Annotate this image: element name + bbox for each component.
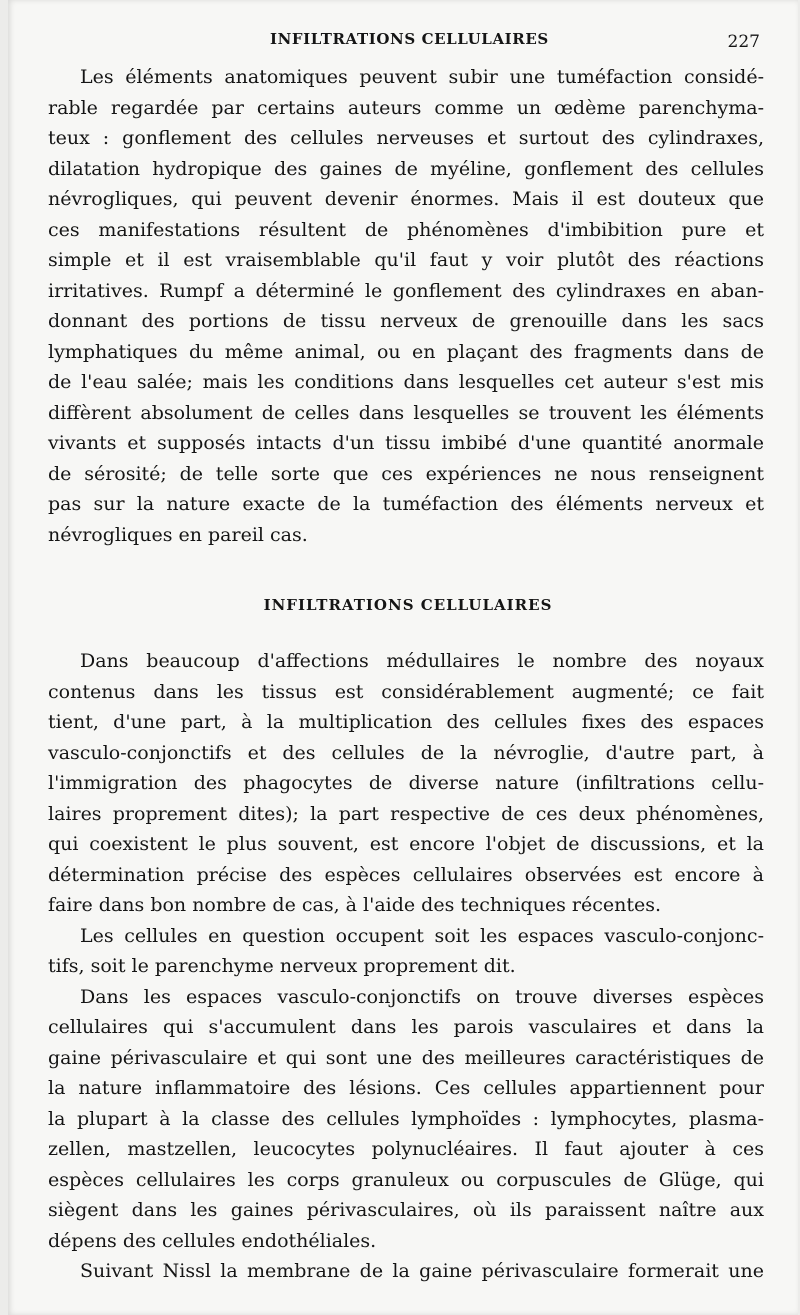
text-line: dilatation hydropique des gaines de myéline, gonflement des cellules xyxy=(48,157,764,180)
text-line: laires proprement dites); la part respective de ces deux phénomènes, xyxy=(48,802,764,825)
text-line: donnant des portions de tissu nerveux de grenouille dans les sacs xyxy=(48,310,764,332)
text-line: Les éléments anatomiques peuvent subir une tuméfaction considé- xyxy=(80,66,764,88)
text-line: vasculo-conjonctifs et des cellules de la névroglie, d'autre part, à xyxy=(48,741,764,764)
text-line: tifs, soit le parenchyme nerveux proprement dit. xyxy=(48,955,516,977)
text-line: espèces cellulaires les corps granuleux ou corpuscules de Glüge, qui xyxy=(48,1168,764,1191)
text-line: zellen, mastzellen, leucocytes polynucléaires. Il faut ajouter à ces xyxy=(48,1138,764,1160)
page-number: 227 xyxy=(727,32,760,52)
text-line: teux : gonflement des cellules nerveuses et surtout des cylindraxes, xyxy=(48,127,764,149)
text-line: Les cellules en question occupent soit les espaces vasculo-conjonc- xyxy=(80,924,764,947)
text-line: diffèrent absolument de celles dans lesquelles se trouvent les éléments xyxy=(48,401,764,424)
text-line: vivants et supposés intacts d'un tissu imbibé d'une quantité anormale xyxy=(48,432,764,454)
text-line: Dans les espaces vasculo-conjonctifs on trouve diverses espèces xyxy=(80,985,764,1008)
text-line: dépens des cellules endothéliales. xyxy=(48,1229,377,1252)
text-line: contenus dans les tissus est considérablement augmenté; ce fait xyxy=(48,680,764,703)
text-line: cellulaires qui s'accumulent dans les parois vasculaires et dans la xyxy=(48,1016,764,1038)
running-head xyxy=(8,30,800,54)
text-line: simple et il est vraisemblable qu'il faut y voir plutôt des réactions xyxy=(48,249,764,271)
text-line: Suivant Nissl la membrane de la gaine périvasculaire formerait une xyxy=(80,1260,764,1282)
text-line: lymphatiques du même animal, ou en plaçant des fragments dans de xyxy=(48,340,764,363)
section-body xyxy=(48,646,764,1287)
text-line: détermination précise des espèces cellulaires observées est encore à xyxy=(48,863,764,886)
text-line: ces manifestations résultent de phénomènes d'imbibition pure et xyxy=(48,218,764,241)
text-line: la plupart à la classe des cellules lymphoïdes : lymphocytes, plasma- xyxy=(48,1107,764,1130)
text-line: faire dans bon nombre de cas, à l'aide des techniques récentes. xyxy=(48,894,662,916)
paragraph-tumefaction xyxy=(48,62,764,550)
text-line: siègent dans les gaines périvasculaires, où ils paraissent naître aux xyxy=(48,1199,764,1221)
text-line: névrogliques, qui peuvent devenir énormes. Mais il est douteux que xyxy=(48,188,764,210)
text-line: névrogliques en pareil cas. xyxy=(48,523,308,546)
text-line: l'immigration des phagocytes de diverse nature (infiltrations cellu- xyxy=(48,772,764,794)
text-line: Dans beaucoup d'affections médullaires le nombre des noyaux xyxy=(80,650,764,672)
text-line: de l'eau salée; mais les conditions dans lesquelles cet auteur s'est mis xyxy=(48,371,764,393)
running-title: INFILTRATIONS CELLULAIRES xyxy=(270,30,549,48)
text-line: rable regardée par certains auteurs comme un œdème parenchyma- xyxy=(48,96,764,119)
section-heading: INFILTRATIONS CELLULAIRES xyxy=(263,596,553,614)
text-line: de sérosité; de telle sorte que ces expériences ne nous renseignent xyxy=(48,462,764,485)
text-line: tient, d'une part, à la multiplication des cellules fixes des espaces xyxy=(48,711,764,733)
text-line: la nature inflammatoire des lésions. Ces cellules appartiennent pour xyxy=(48,1077,764,1099)
text-line: gaine périvasculaire et qui sont une des meilleures caractéristiques de xyxy=(48,1046,764,1069)
text-line: qui coexistent le plus souvent, est encore l'objet de discussions, et la xyxy=(48,833,764,855)
text-line: pas sur la nature exacte de la tuméfaction des éléments nerveux et xyxy=(48,493,764,515)
text-line: irritatives. Rumpf a déterminé le gonflement des cylindraxes en aban- xyxy=(48,279,764,302)
book-page xyxy=(8,0,798,1315)
